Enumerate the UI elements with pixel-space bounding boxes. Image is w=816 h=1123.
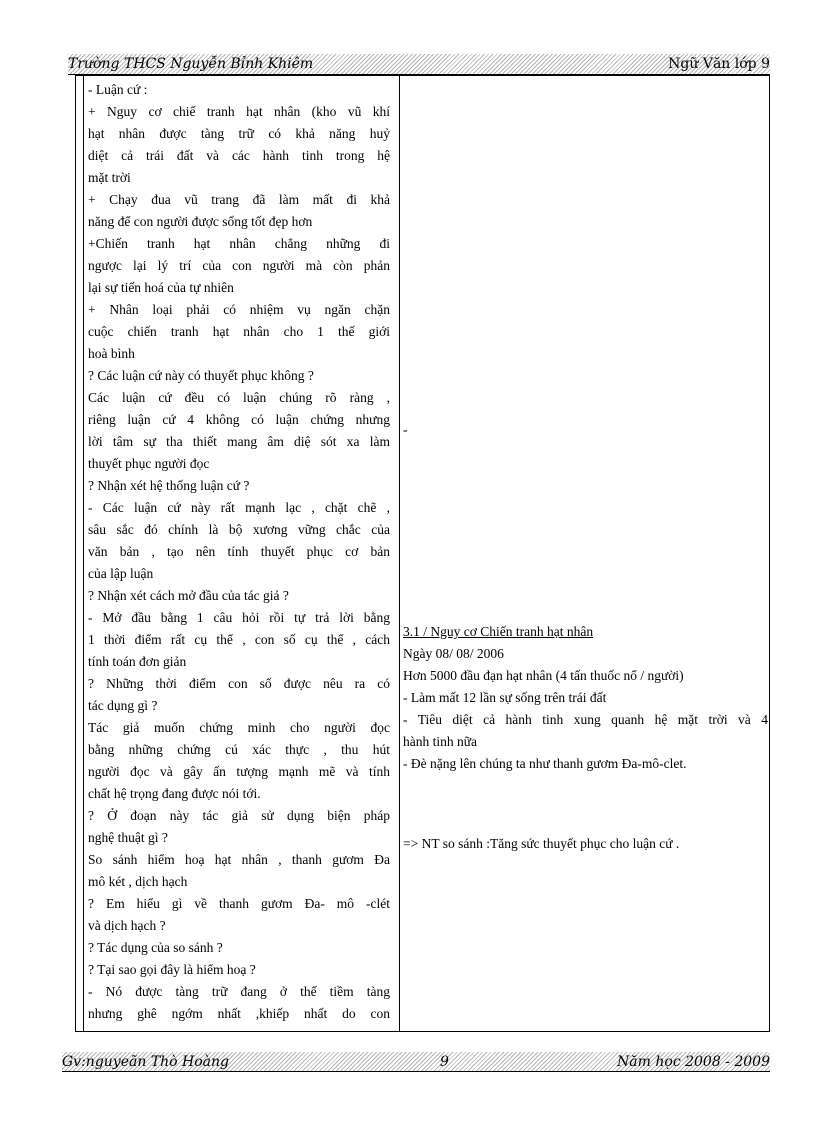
activity-line: bằng những chứng cú xác thực , thu hút [88,742,390,757]
conclusion-line: => NT so sánh :Tăng sức thuyết phục cho luận cứ . [403,836,680,851]
section-title [403,621,768,643]
activity-line: và dịch hạch ? [88,918,166,933]
school-name: Trường THCS Nguyễn Bỉnh Khiêm [68,56,314,72]
activity-line: nhưng ghê ngớm nhất ,khiếp nhất do con [88,1006,390,1021]
activity-line: diệt cả trái đất và các hành tinh trong hệ [88,148,390,163]
activity-line: mô két , dịch hạch [88,874,188,889]
activity-line: người đọc và gây ấn tượng mạnh mẽ và tính [88,764,390,779]
activity-line: +Chiến tranh hạt nhân chẳng những đi [88,236,390,251]
activity-line: năng để con người được sống tốt đẹp hơn [88,214,313,229]
activity-line: sâu sắc đó chính là bộ xương vững chắc của [88,522,390,537]
content-line: - Tiêu diệt cả hành tinh xung quanh hệ mặt trời và 4 [403,712,768,727]
activity-line: ? Nhận xét hệ thống luận cứ ? [88,478,250,493]
teacher-name: Gv:nguyeãn Thò Hoàng [62,1054,230,1070]
activity-line: riêng luận cứ 4 không có luận chứng nhưng [88,412,390,427]
activity-line: ? Tác dụng của so sánh ? [88,940,223,955]
activity-line: - Các luận cứ này rất mạnh lạc , chặt chẽ , [88,500,390,515]
activity-line: ? Những thời điểm con số được nêu ra có [88,676,390,691]
activity-line: hoà bình [88,346,135,361]
activity-line: So sánh hiểm hoạ hạt nhân , thanh gươm Đa [88,852,390,867]
school-year: Năm học 2008 - 2009 [617,1054,770,1070]
activity-line: cuộc chiến tranh hạt nhân cho 1 thế giới [88,324,390,339]
activity-line: - Nó được tàng trữ đang ở thế tiềm tàng [88,984,390,999]
activity-line: văn bản , tạo nên tính thuyết phục cơ bản [88,544,390,559]
activity-line: Tác giả muốn chứng minh cho người đọc [88,720,390,735]
margin-cell [76,76,84,1032]
activity-line: lại sự tiến hoá của tự nhiên [88,280,234,295]
subject-label: Ngữ Văn lớp 9 [668,56,770,72]
activity-line: chất hệ trọng đang được nói tới. [88,786,261,801]
content-line: Hơn 5000 đầu đạn hạt nhân (4 tấn thuốc nổ / người) [403,668,684,683]
activity-line: tác dụng gì ? [88,698,158,713]
right-dash: - [403,422,408,437]
activity-line: - Mở đầu bằng 1 câu hỏi rồi tự trả lời bằng [88,610,390,625]
content-line: hành tinh nữa [403,734,478,749]
activity-line: + Nguy cơ chiế tranh hạt nhân (kho vũ khí [88,104,390,119]
activity-line: mặt trời [88,170,131,185]
activity-line: 1 thời điểm rất cụ thể , con số cụ thể , cách [88,632,390,647]
activity-line: ? Em hiểu gì về thanh gươm Đa- mô -clét [88,896,390,911]
activity-line: tính toán đơn giản [88,654,187,669]
page-footer [62,1052,770,1072]
activity-line: thuyết phục người đọc [88,456,210,471]
section-title-text: 3.1 / Nguy cơ Chiến tranh hạt nhân [403,624,594,639]
activity-line: - Luận cứ : [88,82,148,97]
teacher-student-activity-cell [84,76,400,1032]
page-number: 9 [440,1054,449,1070]
lesson-table [75,75,770,1032]
activity-line: lời tâm sự tha thiết mang âm diệ sót xa làm [88,434,390,449]
activity-line: của lập luận [88,566,154,581]
activity-line: + Chạy đua vũ trang đã làm mất đi khả [88,192,390,207]
page-header [68,54,770,74]
activity-line: + Nhân loại phải có nhiệm vụ ngăn chặn [88,302,390,317]
footer-divider [62,1071,770,1072]
content-line: - Làm mất 12 lần sự sống trên trái đất [403,690,607,705]
activity-line: hạt nhân được tàng trữ có khả năng huỷ [88,126,390,141]
activity-line: ? Tại sao gọi đây là hiểm hoạ ? [88,962,256,977]
lesson-content-cell [400,76,770,1032]
content-line: - Đè nặng lên chúng ta như thanh gươm Đa-mô-clet. [403,756,687,771]
activity-line: ngược lại lý trí của con người mà còn phản [88,258,390,273]
activity-line: nghệ thuật gì ? [88,830,168,845]
activity-line: ? Các luận cứ này có thuyết phục không ? [88,368,314,383]
activity-line: Các luận cứ đều có luận chúng rõ ràng , [88,390,390,405]
activity-line: ? Nhận xét cách mở đầu của tác giả ? [88,588,289,603]
activity-line: ? Ở đoạn này tác giả sử dụng biện pháp [88,808,390,823]
content-line: Ngày 08/ 08/ 2006 [403,646,504,661]
